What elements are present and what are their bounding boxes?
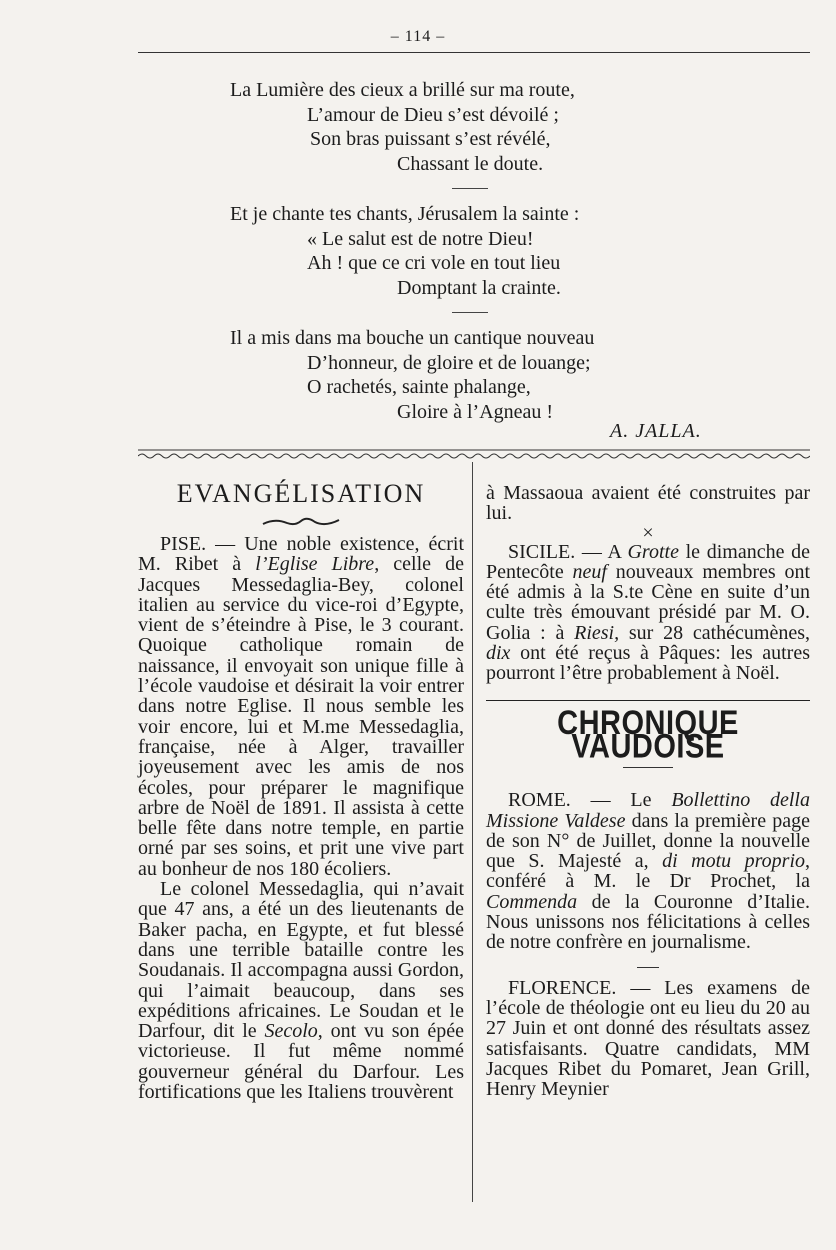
text-run: nouveaux membres ont été admis à la S.te Cène en suite d’un culte très émouvant présidé par M. O. Golia : à xyxy=(486,560,810,644)
page-number: – 114 – xyxy=(390,28,446,45)
left-column xyxy=(138,478,464,1102)
poem-line: Et je chante tes chants, Jérusalem la sainte : xyxy=(230,203,580,225)
section-title: EVANGÉLISATION xyxy=(176,479,426,508)
text-run: sur 28 cathécumènes, xyxy=(619,621,810,644)
poem-line: O rachetés, sainte phalange, xyxy=(307,376,531,398)
right-column xyxy=(486,483,810,1099)
text-run: Une noble existence, écrit M. Ribet à xyxy=(138,533,465,576)
article-heading: SICILE. — xyxy=(508,540,602,563)
text-run-italic: Bollettino della Missione Valdese xyxy=(486,789,810,832)
article-heading: PISE. — xyxy=(160,533,236,555)
text-run: , celle de Jacques Messedaglia-Bey, colonel italien au service du vice-roi d’Egypte, vient de s’éteindre à Pise, le 3 courant. Quoique catholique romain de naissance, il envoyait son unique fille à l’école vaudoise et désirait la voir entrer dans notre Eglise. Il nous semble les voir encore, lui et M.me Messedaglia, française, née à Alger, travailler joyeusement avec les amis de nos écoles, pour préparer le magnifique arbre de Noël de 1891. Il assista à cette belle fête dans notre temple, en partie orné par ses soins, et prit une vive part au bonheur de nos 180 écoliers. xyxy=(138,553,464,880)
article-sicile xyxy=(486,542,810,684)
poem-line: Domptant la crainte. xyxy=(397,276,561,299)
article-separator xyxy=(637,967,659,968)
poem-line: Chassant le doute. xyxy=(397,152,544,175)
text-run-italic: Secolo xyxy=(264,1020,318,1043)
text-run: Les examens de l’école de théologie ont eu lieu du 20 au 27 Juin et ont donné des résultats assez satisfaisants. Quatre candidats, MM Jacques Ribet du Pomaret, Jean Grill, Henry Meynier xyxy=(486,976,810,1101)
poem-signature: A. JALLA. xyxy=(610,420,702,442)
header-rule xyxy=(138,52,810,53)
ornament-icon xyxy=(261,516,341,528)
poem-line: « Le salut est de notre Dieu! xyxy=(307,227,534,250)
article-pise xyxy=(138,534,464,879)
text-run-italic: dix xyxy=(486,642,511,665)
text-run: , conféré à M. le Dr Prochet, la xyxy=(486,850,811,893)
text-run: , ont vu son épée victorieuse. Il fut même nommé gouverneur général du Darfour. Les fortifications que les Italiens trouvèrent xyxy=(138,1020,464,1104)
text-run: ont été reçus à Pâques: les autres pourront l’être probablement à Noël. xyxy=(486,642,810,685)
article-rome xyxy=(486,790,810,952)
text-run: Le xyxy=(610,789,672,812)
text-run-italic: Riesi, xyxy=(574,621,620,644)
article-florence xyxy=(486,978,810,1100)
text-run: dans la première page de son N° de Juillet, donne la nouvelle que S. Majesté a, xyxy=(486,809,810,873)
poem-line: Il a mis dans ma bouche un cantique nouveau xyxy=(230,327,595,349)
article-pise-cont xyxy=(138,879,464,1102)
poem-line: Gloire à l’Agneau ! xyxy=(397,400,554,423)
section-rule xyxy=(486,700,810,701)
text-run-italic: Commenda xyxy=(486,890,578,913)
poem xyxy=(230,78,750,424)
chronique-title: CHRONIQUE VAUDOISE xyxy=(557,703,739,766)
cross-separator: × xyxy=(642,521,654,544)
text-run-italic: neuf xyxy=(572,560,607,583)
stanza-separator xyxy=(230,300,750,326)
poem-line: D’honneur, de gloire et de louange; xyxy=(307,351,591,374)
article-pise-end: à Massaoua avaient été construites par lui. xyxy=(486,482,810,525)
article-heading: FLORENCE. — xyxy=(508,976,651,999)
wavy-divider xyxy=(138,448,810,462)
poem-line: La Lumière des cieux a brillé sur ma route, xyxy=(230,79,575,101)
text-run: A xyxy=(601,540,628,563)
column-divider xyxy=(472,462,473,1202)
poem-line: L’amour de Dieu s’est dévoilé ; xyxy=(307,103,559,126)
text-run-italic: l’Eglise Libre xyxy=(255,553,375,576)
text-run: le dimanche de Pentecôte xyxy=(486,540,810,583)
text-run-italic: Grotte xyxy=(627,540,679,563)
text-run: de la Couronne d’Italie. Nous unissons nos félicitations à celles de notre confrère en journalisme. xyxy=(486,890,810,954)
title-ornament xyxy=(623,767,673,768)
article-heading: ROME. — xyxy=(508,789,611,812)
poem-line: Son bras puissant s’est révélé, xyxy=(310,128,551,150)
text-run: Le colonel Messedaglia, qui n’avait que 47 ans, a été un des lieutenants de Baker pacha, en Egypte, et fut blessé dans une terrible bataille contre les Soudanais. Il accompagna aussi Gordon, qui l’aimait beaucoup, dans ses expéditions africaines. Le Soudan et le Darfour, dit le xyxy=(138,878,464,1043)
text-run-italic: di motu proprio xyxy=(662,850,806,873)
poem-line: Ah ! que ce cri vole en tout lieu xyxy=(307,252,561,274)
stanza-separator xyxy=(230,176,750,202)
